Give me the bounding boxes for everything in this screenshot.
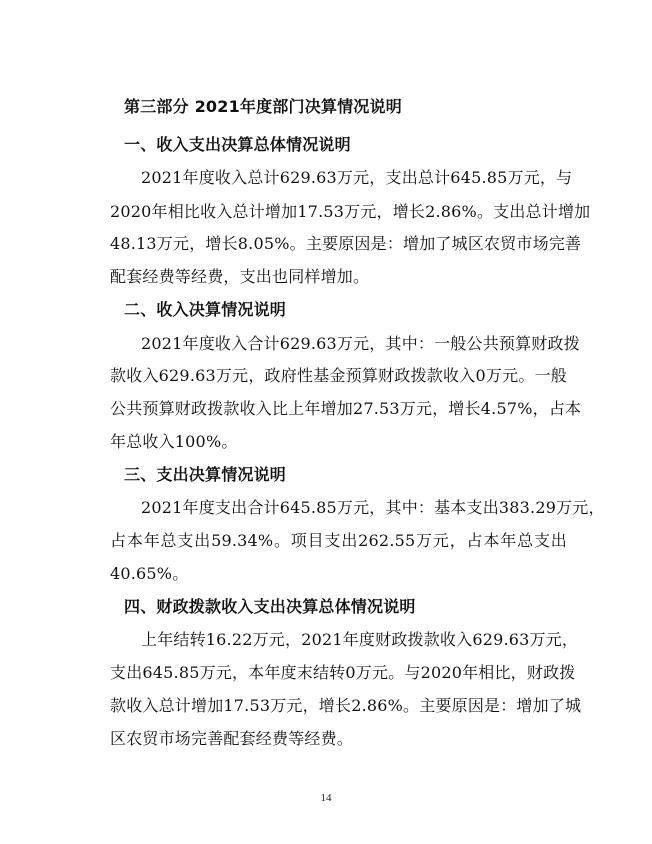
paragraph-line: 上年结转16.22万元，2021年度财政拨款收入629.63万元， <box>141 630 579 649</box>
paragraph-line: 40.65%。 <box>110 564 189 583</box>
paragraph-line: 年总收入100%。 <box>110 432 238 451</box>
section-title: 第三部分 2021年度部门决算情况说明 <box>124 97 402 116</box>
page-number: 14 <box>320 792 332 804</box>
paragraph-line: 占本年总支出59.34%。项目支出262.55万元，占本年总支出 <box>110 531 567 550</box>
heading-overall: 一、收入支出决算总体情况说明 <box>124 135 351 154</box>
paragraph-line: 款收入总计增加17.53万元，增长2.86%。主要原因是：增加了城 <box>110 696 582 715</box>
heading-expenditure: 三、支出决算情况说明 <box>124 465 287 484</box>
paragraph-line: 公共预算财政拨款收入比上年增加27.53万元，增长4.57%，占本 <box>110 399 582 418</box>
paragraph-line: 2020年相比收入总计增加17.53万元，增长2.86%。支出总计增加 <box>110 202 591 221</box>
paragraph-line: 款收入629.63万元，政府性基金预算财政拨款收入0万元。一般 <box>110 366 567 385</box>
paragraph-line: 2021年度收入总计629.63万元，支出总计645.85万元，与 <box>141 168 573 187</box>
heading-income: 二、收入决算情况说明 <box>124 300 287 319</box>
paragraph-line: 配套经费等经费，支出也同样增加。 <box>110 267 370 286</box>
paragraph-line: 48.13万元，增长8.05%。主要原因是：增加了城区农贸市场完善 <box>110 234 582 253</box>
paragraph-line: 区农贸市场完善配套经费等经费。 <box>110 729 354 748</box>
paragraph-line: 2021年度收入合计629.63万元，其中：一般公共预算财政拨 <box>141 334 580 353</box>
paragraph-line: 支出645.85万元，本年度末结转0万元。与2020年相比，财政拨 <box>110 663 576 682</box>
paragraph-line: 2021年度支出合计645.85万元，其中：基本支出383.29万元， <box>141 498 605 517</box>
heading-fiscal: 四、财政拨款收入支出决算总体情况说明 <box>124 597 416 616</box>
